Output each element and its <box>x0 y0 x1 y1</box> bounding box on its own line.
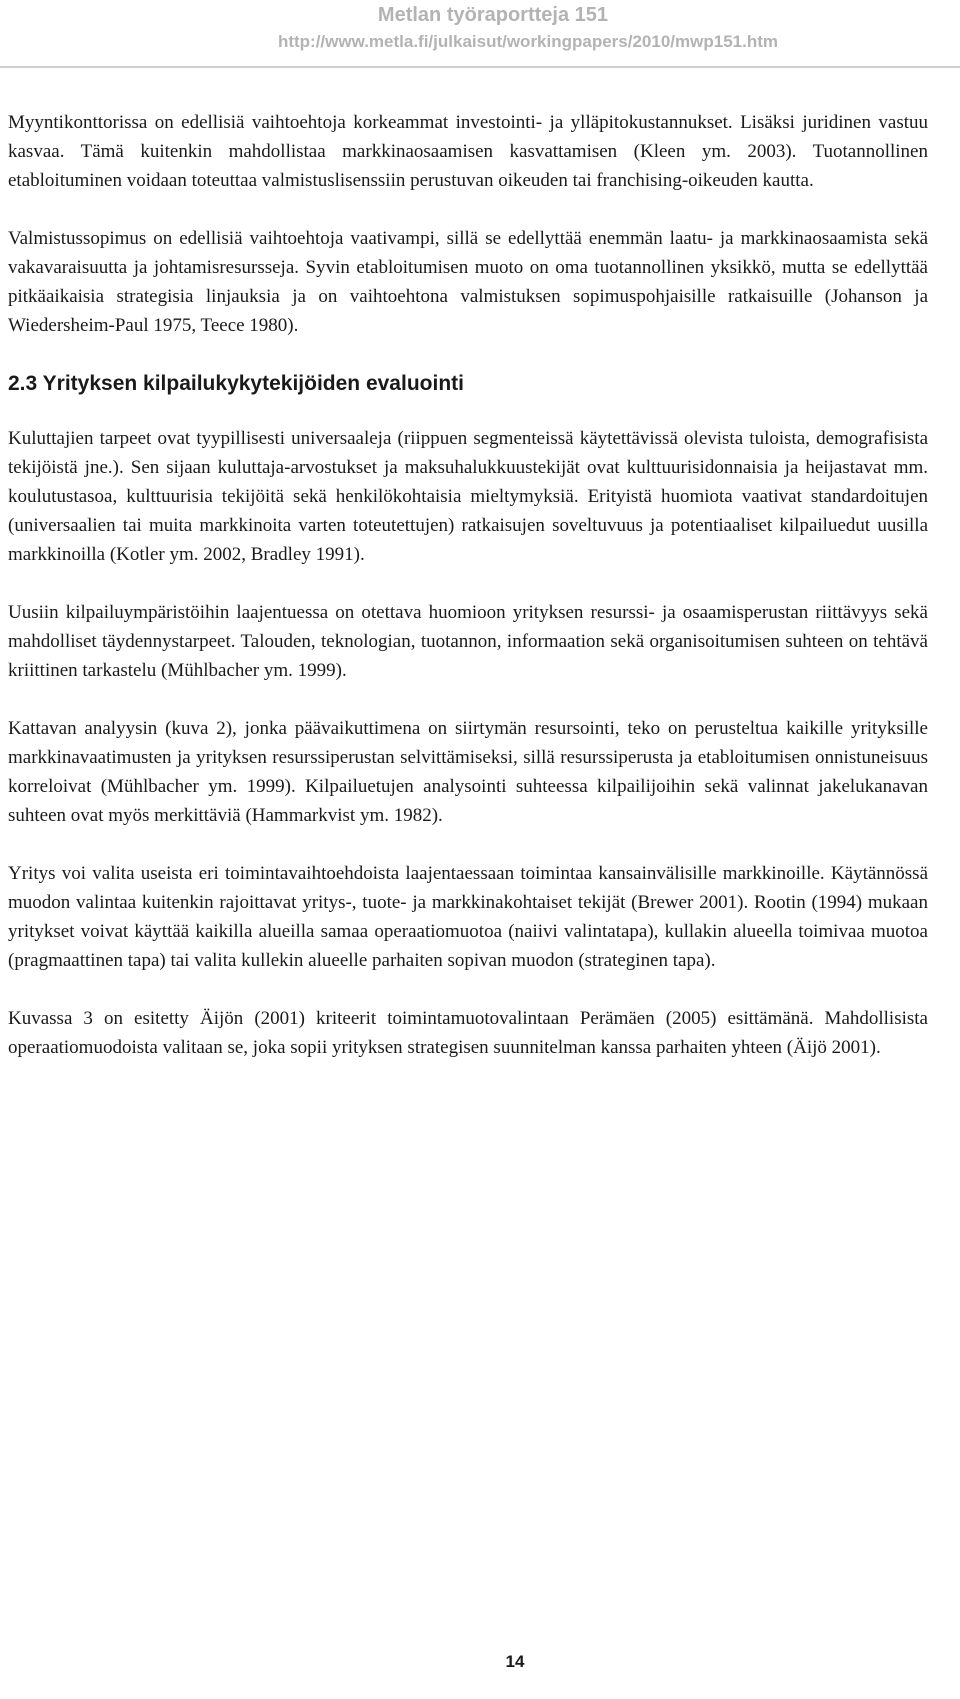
page-header <box>0 0 960 66</box>
paragraph-operation-modes: Yritys voi valita useista eri toimintavaihtoehdoista laajentaessaan toimintaa kansainvälisille markkinoille. Käytännössä muodon valintaa kuitenkin rajoittavat yritys-, tuote- ja markkinakohtaiset tekijät (Brewer 2001). Rootin (1994) mukaan yritykset voivat käyttää kaikilla alueilla samaa operaatiomuotoa (naiivi valintatapa), kullakin alueella toimivaa muotoa (pragmaattinen tapa) tai valita kullekin alueelle parhaiten sopivan muodon (strateginen tapa). <box>8 863 928 971</box>
header-divider <box>0 66 960 68</box>
paragraph-manufacturing-contract: Valmistussopimus on edellisiä vaihtoehtoja vaativampi, sillä se edellyttää enemmän laatu- ja markkinaosaamista sekä vakavaraisuutta ja johtamisresursseja. Syvin etabloitumisen muoto on oma tuotannollinen yksikkö, mutta se edellyttää pitkäaikaisia strategisia linjauksia ja on vaihtoehtona valmistuksen sopimuspohjaisille ratkaisuille (Johanson ja Wiedersheim-Paul 1975, Teece 1980). <box>8 228 928 336</box>
paragraph-sales-office: Myyntikonttorissa on edellisiä vaihtoehtoja korkeammat investointi- ja ylläpitokustannukset. Lisäksi juridinen vastuu kasvaa. Tämä kuitenkin mahdollistaa markkinaosaamisen kasvattamisen (Kleen ym. 2003). Tuotannollinen etabloituminen voidaan toteuttaa valmistuslisenssiin perustuvan oikeuden tai franchising-oikeuden kautta. <box>8 112 928 191</box>
paragraph-competitive-environments: Uusiin kilpailuympäristöihin laajentuessa on otettava huomioon yrityksen resurssi- ja osaamisperustan riittävyys sekä mahdolliset täydennystarpeet. Talouden, teknologian, tuotannon, informaation sekä organisoitumisen suhteen on tehtävä kriittinen tarkastelu (Mühlbacher ym. 1999). <box>8 602 928 681</box>
paragraph-comprehensive-analysis: Kattavan analyysin (kuva 2), jonka päävaikuttimena on siirtymän resursointi, teko on perusteltua kaikille yrityksille markkinavaatimusten ja yrityksen resurssiperustan selvittämiseksi, sillä resurssiperusta ja etabloitumisen onnistuneisuus korreloivat (Mühlbacher ym. 1999). Kilpailuetujen analysointi suhteessa kilpailijoihin sekä valinnat jakelukanavan suhteen ovat myös merkittäviä (Hammarkvist ym. 1982). <box>8 718 928 826</box>
document-body <box>8 108 928 1062</box>
section-heading: 2.3 Yrityksen kilpailukykytekijöiden evaluointi <box>8 372 464 395</box>
paragraph-consumer-needs: Kuluttajien tarpeet ovat tyypillisesti universaaleja (riippuen segmenteissä käytettävissä olevista tuloista, demografisista tekijöistä jne.). Sen sijaan kuluttaja-arvostukset ja maksuhalukkuustekijät ovat kulttuurisidonnaisia ja heijastavat mm. koulutustasoa, kulttuurisia tekijöitä sekä henkilökohtaisia mieltymyksiä. Erityistä huomiota vaativat standardoitujen (universaalien tai muita markkinoita varten toteutettujen) ratkaisujen soveltuvuus ja potentiaaliset kilpailuedut uusilla markkinoilla (Kotler ym. 2002, Bradley 1991). <box>8 428 928 565</box>
series-url: http://www.metla.fi/julkaisut/workingpapers/2010/mwp151.htm <box>277 32 778 51</box>
page-number: 14 <box>505 1652 525 1671</box>
series-title: Metlan työraportteja 151 <box>377 4 608 26</box>
paragraph-figure-reference: Kuvassa 3 on esitetty Äijön (2001) kriteerit toimintamuotovalintaan Perämäen (2005) esittämänä. Mahdollisista operaatiomuodoista valitaan se, joka sopii yrityksen strategisen suunnitelman kanssa parhaiten yhteen (Äijö 2001). <box>8 1008 928 1058</box>
